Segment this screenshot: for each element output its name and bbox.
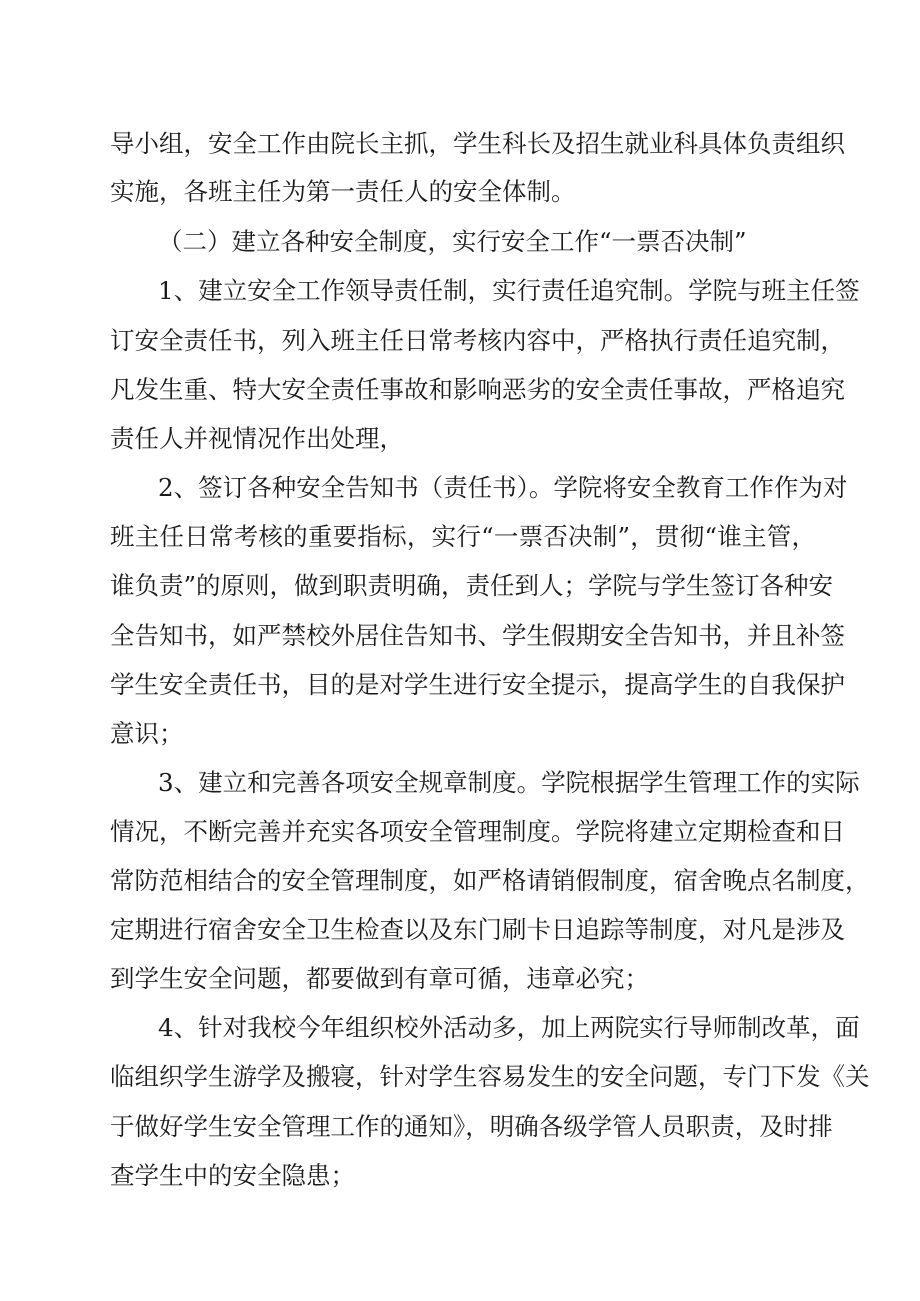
text-line: 意识； — [110, 719, 184, 748]
text-line: 常防范相结合的安全管理制度，如严格请销假制度，宿舍晚点名制度， — [110, 866, 870, 895]
text-line: 4、针对我校今年组织校外活动多，加上两院实行导师制改革，面 — [158, 1013, 860, 1042]
section-heading: （二）建立各种安全制度，实行安全工作“一票否决制” — [158, 227, 747, 256]
text-line: 导小组，安全工作由院长主抓，学生科长及招生就业科具体负责组织 — [110, 129, 845, 158]
text-line: 责任人并视情况作出处理， — [110, 424, 404, 453]
text-line: 情况，不断完善并充实各项安全管理制度。学院将建立定期检查和日 — [110, 817, 845, 846]
text-line: 2、签订各种安全告知书（责任书）。学院将安全教育工作作为对 — [158, 473, 848, 502]
text-line: 学生安全责任书，目的是对学生进行安全提示，提高学生的自我保护 — [110, 670, 845, 699]
text-line: 全告知书，如严禁校外居住告知书、学生假期安全告知书，并且补签 — [110, 621, 845, 650]
text-line: 1、建立安全工作领导责任制，实行责任追究制。学院与班主任签 — [158, 276, 860, 305]
text-line: 于做好学生安全管理工作的通知》，明确各级学管人员职责，及时排 — [110, 1112, 833, 1141]
text-line: 临组织学生游学及搬寝，针对学生容易发生的安全问题，专门下发《关 — [110, 1062, 870, 1091]
text-line: 实施，各班主任为第一责任人的安全体制。 — [110, 177, 576, 206]
text-line: 到学生安全问题，都要做到有章可循，违章必究； — [110, 964, 649, 993]
text-line: 查学生中的安全隐患； — [110, 1161, 355, 1190]
text-line: 3、建立和完善各项安全规章制度。学院根据学生管理工作的实际 — [158, 768, 860, 797]
text-line: 定期进行宿舍安全卫生检查以及东门刷卡日追踪等制度，对凡是涉及 — [110, 915, 845, 944]
text-line: 谁负责”的原则，做到职责明确，责任到人；学院与学生签订各种安 — [110, 571, 834, 600]
text-line: 订安全责任书，列入班主任日常考核内容中，严格执行责任追究制， — [110, 326, 845, 355]
text-line: 凡发生重、特大安全责任事故和影响恶劣的安全责任事故，严格追究 — [110, 375, 845, 404]
text-line: 班主任日常考核的重要指标，实行“一票否决制”，贯彻“谁主管， — [110, 522, 816, 551]
